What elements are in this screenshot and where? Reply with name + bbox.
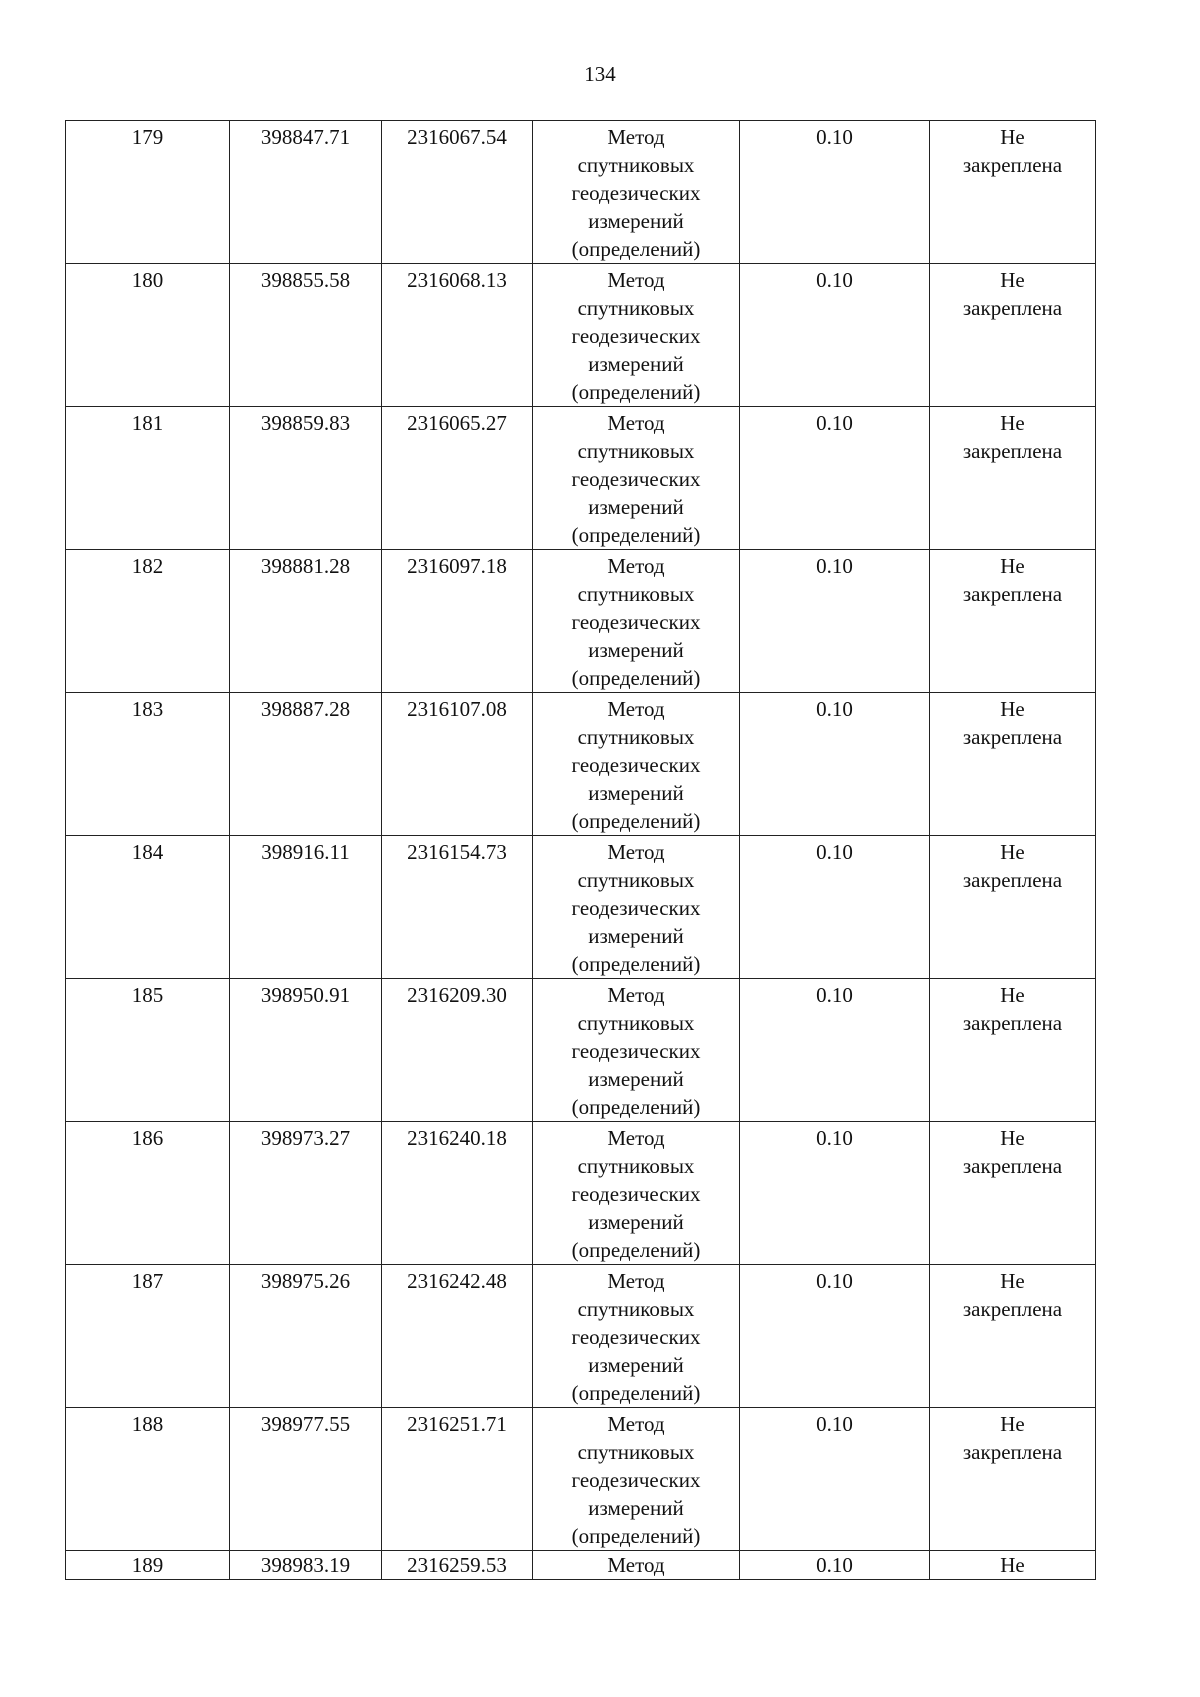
x-coordinate-cell: 398847.71 (230, 121, 382, 264)
y-coordinate-cell: 2316240.18 (382, 1122, 533, 1265)
accuracy-cell: 0.10 (740, 550, 930, 693)
point-number-cell: 186 (66, 1122, 230, 1265)
coordinates-table-body (66, 121, 1096, 1580)
y-coordinate-cell: 2316154.73 (382, 836, 533, 979)
x-coordinate-cell: 398975.26 (230, 1265, 382, 1408)
accuracy-cell: 0.10 (740, 979, 930, 1122)
point-number-cell: 179 (66, 121, 230, 264)
fixation-cell: Не закреплена (930, 1408, 1096, 1551)
method-cell: Метод спутниковых геодезических измерений (определений) (533, 264, 740, 407)
table-row (66, 1551, 1096, 1580)
method-cell: Метод спутниковых геодезических измерений (определений) (533, 979, 740, 1122)
method-cell: Метод спутниковых геодезических измерений (определений) (533, 1122, 740, 1265)
fixation-cell: Не закреплена (930, 121, 1096, 264)
point-number-cell: 187 (66, 1265, 230, 1408)
accuracy-cell: 0.10 (740, 407, 930, 550)
accuracy-cell: 0.10 (740, 121, 930, 264)
x-coordinate-cell: 398859.83 (230, 407, 382, 550)
point-number-cell: 184 (66, 836, 230, 979)
fixation-cell: Не закреплена (930, 1265, 1096, 1408)
point-number-cell: 182 (66, 550, 230, 693)
table-row (66, 1122, 1096, 1265)
fixation-cell: Не закреплена (930, 979, 1096, 1122)
accuracy-cell: 0.10 (740, 1122, 930, 1265)
point-number-cell: 185 (66, 979, 230, 1122)
point-number-cell: 189 (66, 1551, 230, 1580)
x-coordinate-cell: 398983.19 (230, 1551, 382, 1580)
y-coordinate-cell: 2316068.13 (382, 264, 533, 407)
accuracy-cell: 0.10 (740, 1408, 930, 1551)
fixation-cell: Не закреплена (930, 550, 1096, 693)
accuracy-cell: 0.10 (740, 264, 930, 407)
table-row (66, 550, 1096, 693)
table-row (66, 693, 1096, 836)
table-row (66, 1408, 1096, 1551)
y-coordinate-cell: 2316097.18 (382, 550, 533, 693)
table-row (66, 979, 1096, 1122)
table-row (66, 1265, 1096, 1408)
table-row (66, 264, 1096, 407)
method-cell: Метод спутниковых геодезических измерений (определений) (533, 1265, 740, 1408)
accuracy-cell: 0.10 (740, 693, 930, 836)
point-number-cell: 180 (66, 264, 230, 407)
x-coordinate-cell: 398881.28 (230, 550, 382, 693)
x-coordinate-cell: 398855.58 (230, 264, 382, 407)
accuracy-cell: 0.10 (740, 1265, 930, 1408)
table-row (66, 121, 1096, 264)
table-row (66, 407, 1096, 550)
x-coordinate-cell: 398916.11 (230, 836, 382, 979)
y-coordinate-cell: 2316107.08 (382, 693, 533, 836)
x-coordinate-cell: 398977.55 (230, 1408, 382, 1551)
method-cell: Метод спутниковых геодезических измерений (определений) (533, 1408, 740, 1551)
y-coordinate-cell: 2316251.71 (382, 1408, 533, 1551)
y-coordinate-cell: 2316065.27 (382, 407, 533, 550)
method-cell: Метод спутниковых геодезических измерений (определений) (533, 407, 740, 550)
fixation-cell: Не закреплена (930, 693, 1096, 836)
point-number-cell: 188 (66, 1408, 230, 1551)
x-coordinate-cell: 398887.28 (230, 693, 382, 836)
fixation-cell: Не закреплена (930, 836, 1096, 979)
coordinates-table (65, 120, 1096, 1580)
table-row (66, 836, 1096, 979)
point-number-cell: 183 (66, 693, 230, 836)
method-cell: Метод спутниковых геодезических измерений (определений) (533, 836, 740, 979)
point-number-cell: 181 (66, 407, 230, 550)
y-coordinate-cell: 2316209.30 (382, 979, 533, 1122)
method-cell: Метод спутниковых геодезических измерений (определений) (533, 550, 740, 693)
method-cell: Метод спутниковых геодезических измерений (определений) (533, 693, 740, 836)
x-coordinate-cell: 398973.27 (230, 1122, 382, 1265)
fixation-cell: Не закреплена (930, 1122, 1096, 1265)
fixation-cell: Не (930, 1551, 1096, 1580)
page-number: 134 (584, 62, 616, 86)
accuracy-cell: 0.10 (740, 836, 930, 979)
y-coordinate-cell: 2316259.53 (382, 1551, 533, 1580)
x-coordinate-cell: 398950.91 (230, 979, 382, 1122)
y-coordinate-cell: 2316242.48 (382, 1265, 533, 1408)
fixation-cell: Не закреплена (930, 407, 1096, 550)
method-cell: Метод спутниковых геодезических измерений (определений) (533, 121, 740, 264)
accuracy-cell: 0.10 (740, 1551, 930, 1580)
y-coordinate-cell: 2316067.54 (382, 121, 533, 264)
method-cell: Метод (533, 1551, 740, 1580)
fixation-cell: Не закреплена (930, 264, 1096, 407)
